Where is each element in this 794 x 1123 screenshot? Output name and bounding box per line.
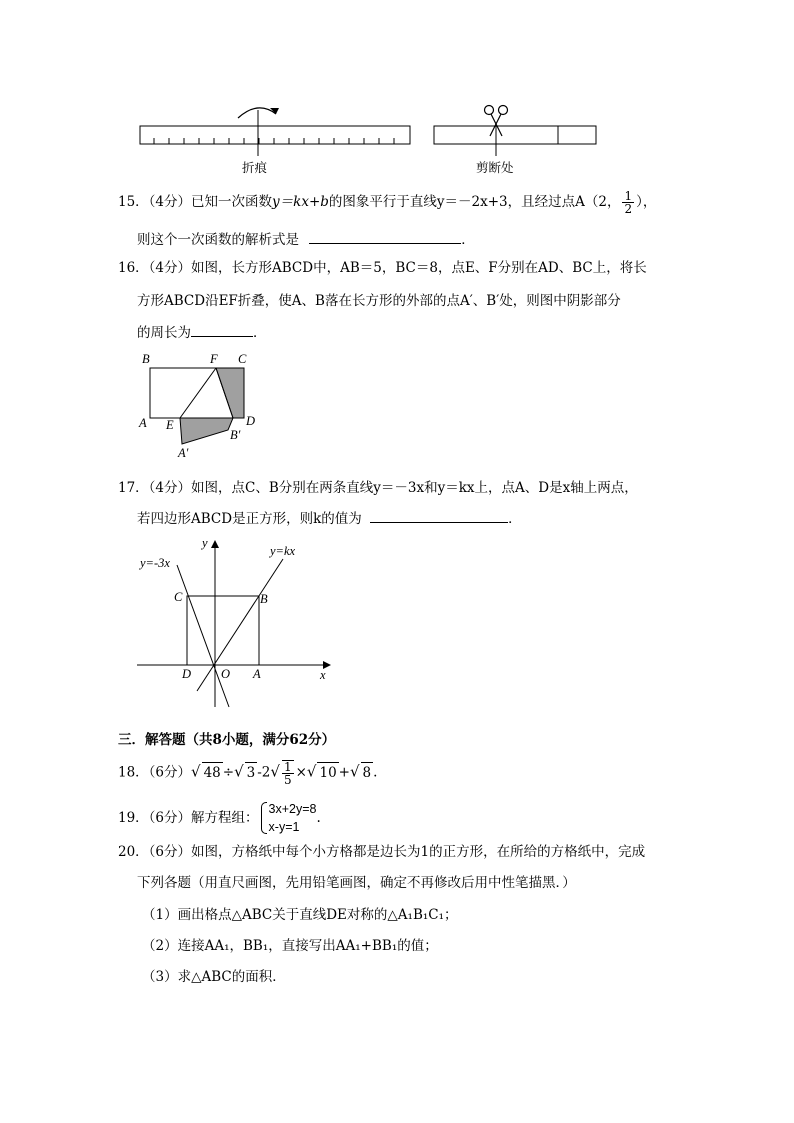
- label-D: D: [246, 414, 256, 428]
- question-15-line2: 则这个一次函数的解析式是 ．: [137, 229, 475, 250]
- fold-line-ef: [180, 368, 216, 418]
- label-A-prime: A′: [178, 446, 189, 460]
- x-axis-label: x: [320, 668, 326, 682]
- fold-label: 折痕: [242, 160, 268, 175]
- q15-prompt: 则这个一次函数的解析式是: [137, 232, 299, 248]
- question-20-item2: （2）连接AA₁，BB₁，直接写出AA₁+BB₁的值；: [142, 938, 438, 954]
- q16-prompt: 的周长为: [137, 325, 191, 341]
- q15-number: 15．（4分）已知一次函数: [118, 194, 273, 210]
- question-16-line1: 16．（4分）如图，长方形ABCD中，AB＝5，BC＝8，点E、F分别在AD、BC上，将长: [118, 260, 647, 276]
- q16-figure: [138, 348, 268, 468]
- cut-label: 剪断处: [476, 160, 514, 175]
- question-20-line2: 下列各题（用直尺画图，先用铅笔画图，确定不再修改后用中性笔描黑．）: [137, 875, 576, 891]
- question-17-line1: 17．（4分）如图，点C、B分别在两条直线y＝－3x和y＝kx上，点A、D是x轴上两点，: [118, 480, 638, 496]
- question-20-line1: 20．（6分）如图，方格纸中每个小方格都是边长为1的正方形，在所给的方格纸中，完成: [118, 844, 646, 860]
- label-F: F: [210, 352, 218, 366]
- q18-radicand-2: 3: [245, 762, 258, 783]
- fold-arrow: [238, 108, 276, 118]
- q15-point: A（2，: [575, 194, 621, 210]
- fold-cut-figure: [130, 98, 610, 178]
- shaded-region-bottom: [180, 418, 233, 444]
- label-O-17: O: [221, 667, 231, 681]
- label-C: C: [238, 352, 247, 366]
- equation-system: [259, 800, 317, 836]
- square-abcd: [187, 596, 259, 665]
- q18-op4: +: [338, 764, 350, 781]
- q15-point-end: ），: [636, 194, 657, 210]
- answer-blank-15[interactable]: [309, 229, 461, 244]
- q18-radicand-4: 8: [361, 762, 374, 783]
- q17-prompt: 若四边形ABCD是正方形，则k的值为: [137, 511, 362, 527]
- q18-end: .: [373, 764, 378, 781]
- equation-2: x-y=1: [268, 820, 300, 834]
- q18-radicand-3: 10: [317, 762, 338, 783]
- equation-1: 3x+2y=8: [268, 802, 317, 816]
- q18-op3: ×: [295, 764, 307, 781]
- question-16-line3: 的周长为 ．: [137, 322, 267, 343]
- q15-text: 的图象平行于直线: [328, 194, 437, 210]
- q19-number: 19．（6分）解方程组：: [118, 810, 259, 826]
- answer-blank-16[interactable]: [191, 322, 253, 337]
- question-16-line2: 方形ABCD沿EF折叠，使A、B落在长方形的外部的点A′、B′处，则图中阴影部分: [137, 293, 621, 309]
- q18-number: 18．（6分）: [118, 764, 192, 781]
- section-3-heading: 三．解答题（共8小题，满分62分）: [118, 732, 336, 748]
- q15-line: y＝－2x+3，且经过点: [436, 194, 576, 210]
- label-E: E: [166, 418, 174, 432]
- label-B-prime: B′: [230, 428, 241, 442]
- question-20-item1: （1）画出格点△ABC关于直线DE对称的△A₁B₁C₁；: [142, 907, 458, 923]
- q15-fraction: $\frac{1}{2}$: [624, 189, 633, 216]
- q18-op1: ÷: [222, 764, 235, 781]
- label-C-17: C: [174, 590, 183, 604]
- question-19: [118, 800, 321, 836]
- line-neg3x: [177, 565, 229, 707]
- label-A: A: [139, 416, 147, 430]
- answer-blank-17[interactable]: [370, 508, 508, 523]
- q15-expr: y＝kx+b: [272, 194, 329, 210]
- q19-end: .: [316, 810, 321, 826]
- q18-radicand-1: 48: [202, 762, 223, 783]
- label-A-17: A: [253, 667, 261, 681]
- question-17-line2: 若四边形ABCD是正方形，则k的值为 ．: [137, 508, 522, 529]
- question-20-item3: （3）求△ABC的面积．: [142, 969, 286, 985]
- q18-fraction: $\frac{1}{5}$: [283, 760, 292, 787]
- label-B: B: [142, 352, 150, 366]
- ruler-strip: [140, 126, 410, 144]
- q18-op2: -2: [257, 764, 271, 781]
- label-B-17: B: [260, 592, 268, 606]
- label-D-17: D: [182, 667, 192, 681]
- line-kx: [197, 559, 283, 691]
- line-label-kx: y=kx: [270, 544, 296, 558]
- question-15: [118, 190, 656, 215]
- question-18: 18．（6分）√ 48 ÷√ 3 -2√ $\frac{1}{5}$ ×√ 10 +√ 8 .: [118, 760, 378, 787]
- cut-strip: [434, 126, 596, 144]
- line-label-neg3x: y=-3x: [140, 556, 170, 570]
- ruler-ticks: [154, 138, 394, 144]
- y-axis-label: y: [202, 536, 208, 550]
